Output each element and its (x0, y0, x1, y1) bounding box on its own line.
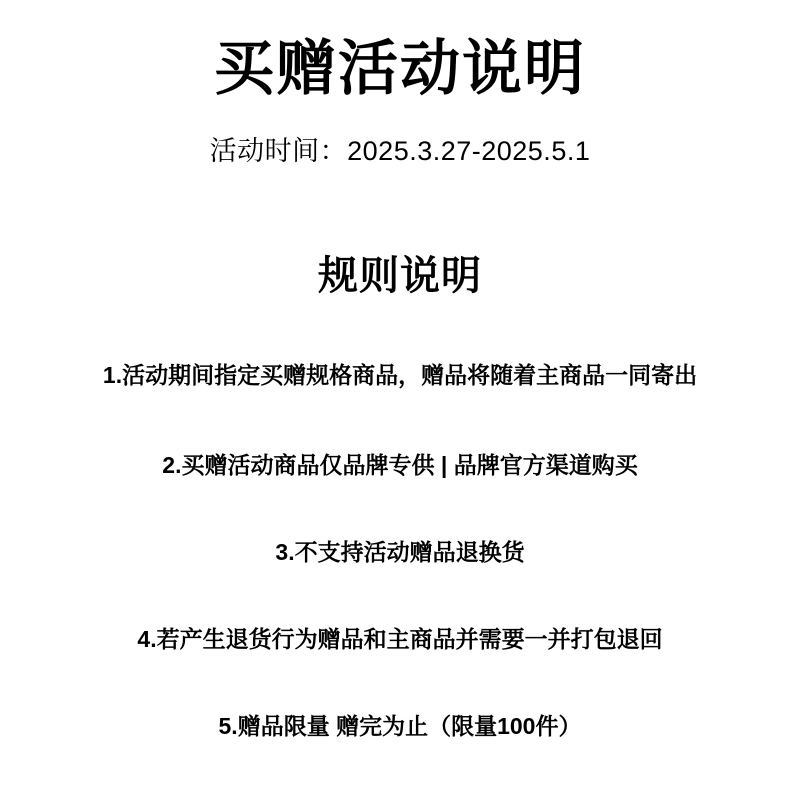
list-item: 3.不支持活动赠品退换货 (275, 538, 525, 565)
list-item: 5.赠品限量 赠完为止（限量100件） (218, 712, 582, 739)
rules-section-title: 规则说明 (318, 254, 482, 298)
list-item: 4.若产生退货行为赠品和主商品并需要一并打包退回 (137, 625, 663, 652)
activity-period: 活动时间：2025.3.27-2025.5.1 (209, 136, 591, 166)
page-title: 买赠活动说明 (214, 35, 586, 102)
rules-list (20, 301, 780, 741)
list-item: 2.买赠活动商品仅品牌专供 | 品牌官方渠道购买 (162, 451, 638, 478)
list-item: 1.活动期间指定买赠规格商品，赠品将随着主商品一同寄出 (102, 362, 698, 388)
